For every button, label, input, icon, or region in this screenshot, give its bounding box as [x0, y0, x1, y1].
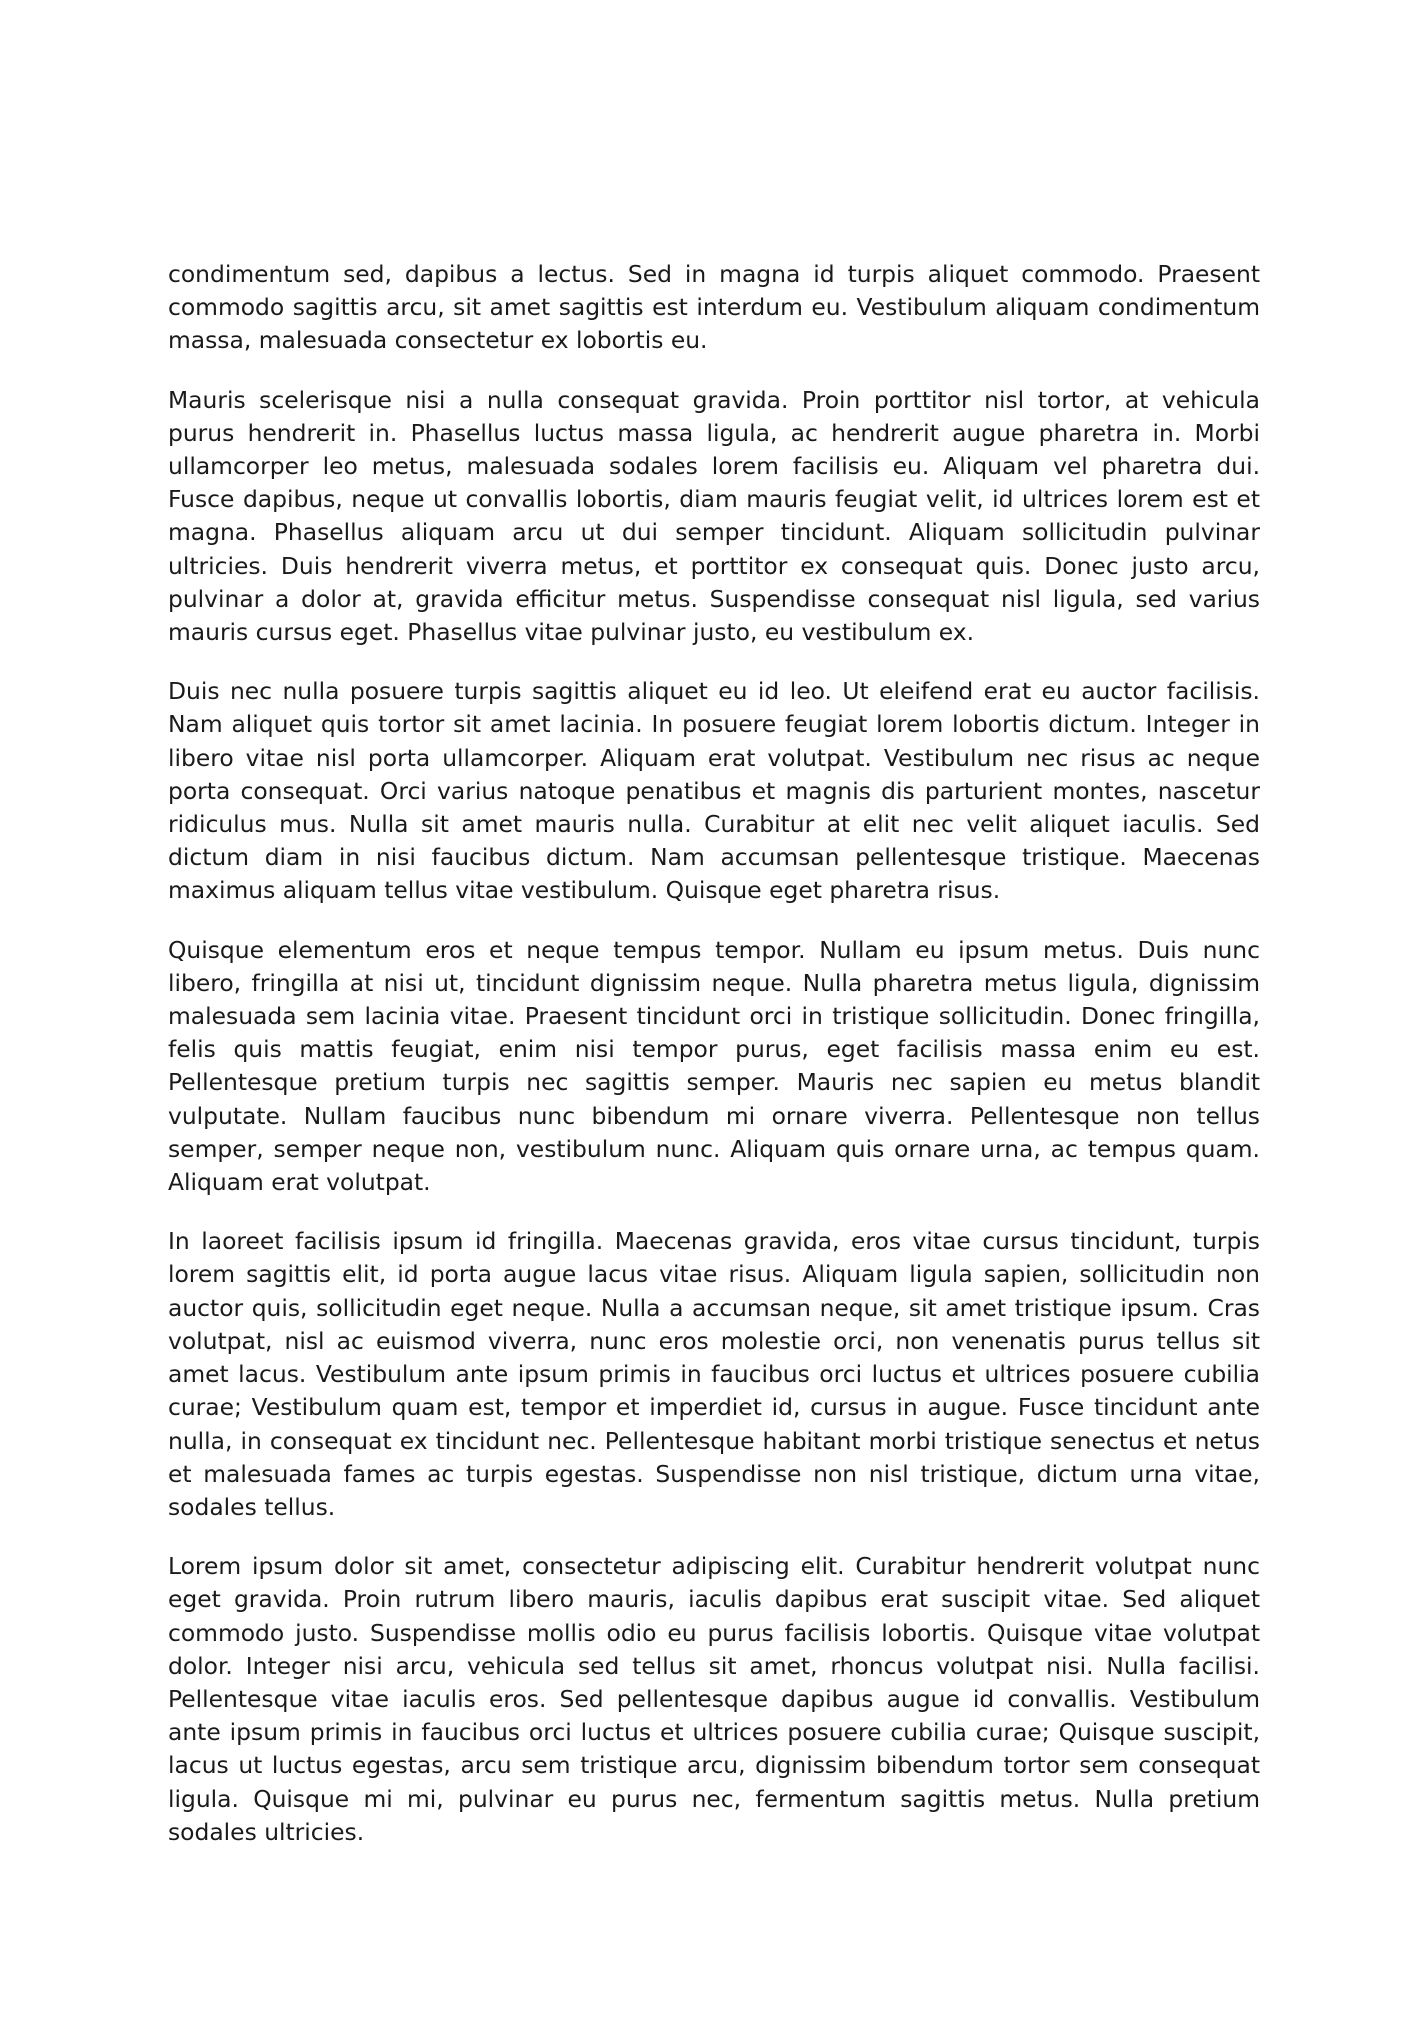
paragraph-4: Quisque elementum eros et neque tempus tempor. Nullam eu ipsum metus. Duis nunc libero, fringilla at nisi ut, tincidunt dignissim neque. Nulla pharetra metus ligula, dignissim malesuada sem lacinia vitae. Praesent tincidunt orci in tristique sollicitudin. Donec fringilla, felis quis mattis feugiat, enim nisi tempor purus, eget facilisis massa enim eu est. Pellentesque pretium turpis nec sagittis semper. Mauris nec sapien eu metus blandit vulputate. Nullam faucibus nunc bibendum mi ornare viverra. Pellentesque non tellus semper, semper neque non, vestibulum nunc. Aliquam quis ornare urna, ac tempus quam. Aliquam erat volutpat. — [168, 935, 1260, 1197]
paragraph-5: In laoreet facilisis ipsum id fringilla. Maecenas gravida, eros vitae cursus tincidunt, turpis lorem sagittis elit, id porta augue lacus vitae risus. Aliquam ligula sapien, sollicitudin non auctor quis, sollicitudin eget neque. Nulla a accumsan neque, sit amet tristique ipsum. Cras volutpat, nisl ac euismod viverra, nunc eros molestie orci, non venenatis purus tellus sit amet lacus. Vestibulum ante ipsum primis in faucibus orci luctus et ultrices posuere cubilia curae; Vestibulum quam est, tempor et imperdiet id, cursus in augue. Fusce tincidunt ante nulla, in consequat ex tincidunt nec. Pellentesque habitant morbi tristique senectus et netus et malesuada fames ac turpis egestas. Suspendisse non nisl tristique, dictum urna vitae, sodales tellus. — [168, 1227, 1260, 1521]
paragraph-3: Duis nec nulla posuere turpis sagittis aliquet eu id leo. Ut eleifend erat eu auctor facilisis. Nam aliquet quis tortor sit amet lacinia. In posuere feugiat lorem lobortis dictum. Integer in libero vitae nisl porta ullamcorper. Aliquam erat volutpat. Vestibulum nec risus ac neque porta consequat. Orci varius natoque penatibus et magnis dis parturient montes, nascetur ridiculus mus. Nulla sit amet mauris nulla. Curabitur at elit nec velit aliquet iaculis. Sed dictum diam in nisi faucibus dictum. Nam accumsan pellentesque tristique. Maecenas maximus aliquam tellus vitae vestibulum. Quisque eget pharetra risus. — [168, 677, 1260, 905]
paragraph-1: condimentum sed, dapibus a lectus. Sed in magna id turpis aliquet commodo. Praesent commodo sagittis arcu, sit amet sagittis est interdum eu. Vestibulum aliquam condimentum massa, malesuada consectetur ex lobortis eu. — [168, 260, 1260, 355]
paragraph-6: Lorem ipsum dolor sit amet, consectetur adipiscing elit. Curabitur hendrerit volutpat nunc eget gravida. Proin rutrum libero mauris, iaculis dapibus erat suscipit vitae. Sed aliquet commodo justo. Suspendisse mollis odio eu purus facilisis lobortis. Quisque vitae volutpat dolor. Integer nisi arcu, vehicula sed tellus sit amet, rhoncus volutpat nisi. Nulla facilisi. Pellentesque vitae iaculis eros. Sed pellentesque dapibus augue id convallis. Vestibulum ante ipsum primis in faucibus orci luctus et ultrices posuere cubilia curae; Quisque suscipit, lacus ut luctus egestas, arcu sem tristique arcu, dignissim bibendum tortor sem consequat ligula. Quisque mi mi, pulvinar eu purus nec, fermentum sagittis metus. Nulla pretium sodales ultricies. — [168, 1552, 1260, 1846]
document-body — [168, 258, 1260, 1849]
paragraph-2: Mauris scelerisque nisi a nulla consequat gravida. Proin porttitor nisl tortor, at vehicula purus hendrerit in. Phasellus luctus massa ligula, ac hendrerit augue pharetra in. Morbi ullamcorper leo metus, malesuada sodales lorem facilisis eu. Aliquam vel pharetra dui. Fusce dapibus, neque ut convallis lobortis, diam mauris feugiat velit, id ultrices lorem est et magna. Phasellus aliquam arcu ut dui semper tincidunt. Aliquam sollicitudin pulvinar ultricies. Duis hendrerit viverra metus, et porttitor ex consequat quis. Donec justo arcu, pulvinar a dolor at, gravida efficitur metus. Suspendisse consequat nisl ligula, sed varius mauris cursus eget. Phasellus vitae pulvinar justo, eu vestibulum ex. — [168, 385, 1260, 647]
